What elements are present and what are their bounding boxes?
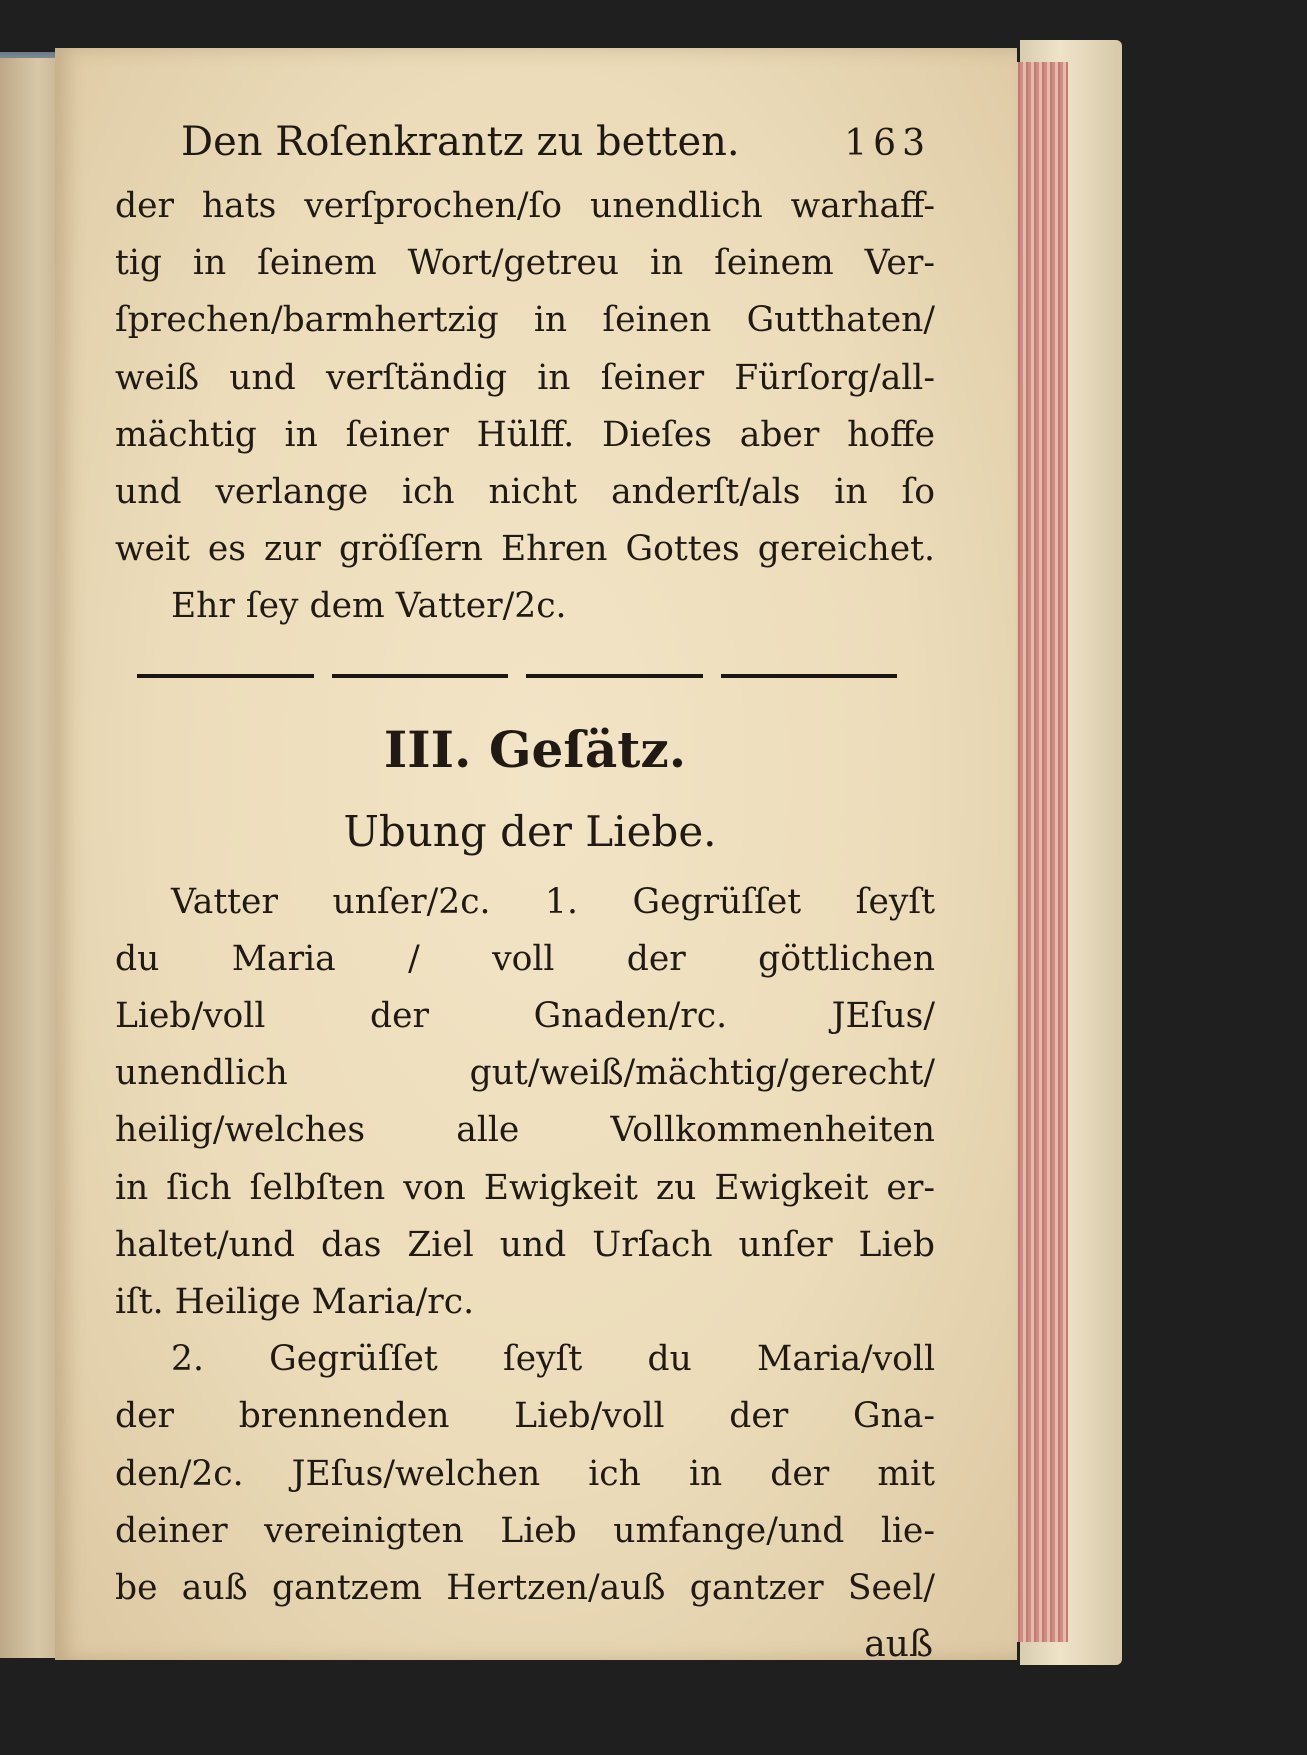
divider-segment xyxy=(526,674,703,678)
divider-segment xyxy=(137,674,314,678)
left-page-edge xyxy=(0,58,62,1658)
page-text xyxy=(115,118,935,1673)
text-line: mächtig in ſeiner Hülff. Dieſes aber hoffe xyxy=(115,414,935,455)
page-number: 163 xyxy=(844,123,931,164)
book-page xyxy=(55,48,1017,1666)
text-line: deiner vereinigten Lieb umfange/und lie- xyxy=(115,1510,935,1551)
text-line: tig in ſeinem Wort/getreu in ſeinem Ver- xyxy=(115,243,935,284)
text-line: Ehr ſey dem Vatter/2c. xyxy=(171,586,567,627)
text-line: ſprechen/barmhertzig in ſeinen Gutthaten/ xyxy=(115,300,935,341)
divider-segment xyxy=(332,674,509,678)
catchword: auß xyxy=(864,1624,933,1666)
text-line: heilig/welches alle Vollkommenheiten xyxy=(115,1110,935,1151)
text-line: weiß und verſtändig in ſeiner Fürſorg/all- xyxy=(115,357,935,398)
running-head-title: Den Roſenkrantz zu betten. xyxy=(181,119,740,165)
section-title: III. Geſätz. xyxy=(383,719,687,779)
section-divider xyxy=(137,666,897,686)
text-line: Vatter unſer/2c. 1. Gegrüſſet ſeyſt xyxy=(171,881,935,922)
divider-segment xyxy=(721,674,898,678)
text-line: unendlich gut/weiß/mächtig/gerecht/ xyxy=(115,1053,935,1094)
text-line: be auß gantzem Hertzen/auß gantzer Seel/ xyxy=(115,1568,935,1609)
text-line: und verlange ich nicht anderſt/als in ſo xyxy=(115,472,935,513)
paragraph-3 xyxy=(115,1331,935,1617)
text-line: Lieb/voll der Gnaden/rc. JEſus/ xyxy=(115,996,935,1037)
text-line: du Maria / voll der göttlichen xyxy=(115,938,935,979)
text-line: den/2c. JEſus/welchen ich in der mit xyxy=(115,1453,935,1494)
paragraph-1 xyxy=(115,178,935,636)
text-line: in ſich ſelbſten von Ewigkeit zu Ewigkeit er- xyxy=(115,1167,935,1208)
paragraph-2 xyxy=(115,874,935,1332)
text-line: weit es zur gröſſern Ehren Gottes gereichet. xyxy=(115,529,935,570)
text-line: der brennenden Lieb/voll der Gna- xyxy=(115,1396,935,1437)
red-page-edges xyxy=(1012,62,1068,1642)
text-line: der hats verſprochen/ſo unendlich warhaff- xyxy=(115,186,935,226)
running-head xyxy=(115,118,935,168)
text-line: iſt. Heilige Maria/rc. xyxy=(115,1282,475,1323)
text-line: 2. Gegrüſſet ſeyſt du Maria/voll xyxy=(171,1339,935,1380)
text-line: haltet/und das Ziel und Urſach unſer Lieb xyxy=(115,1224,935,1265)
section-subtitle: Ubung der Liebe. xyxy=(343,806,717,856)
